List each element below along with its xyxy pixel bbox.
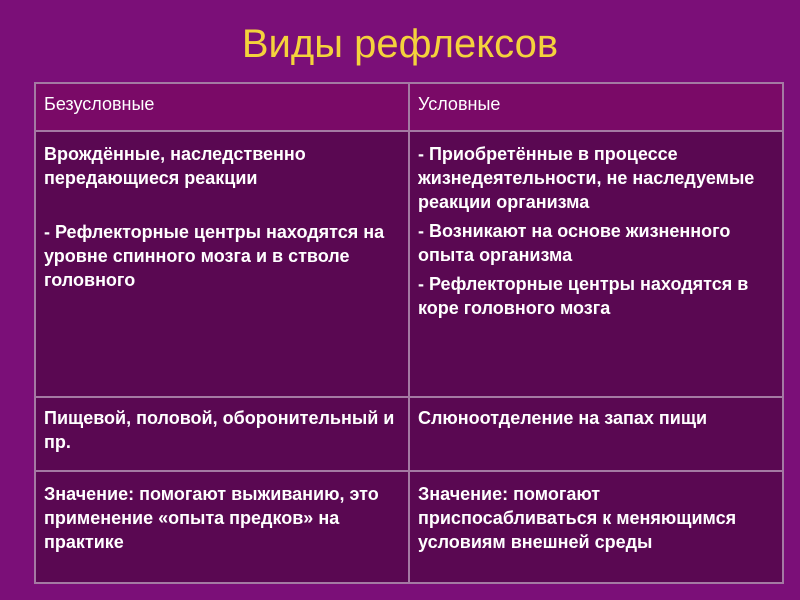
unconditioned-definition-text: Врождённые, наследственно передающиеся реакции: [44, 144, 306, 188]
header-conditioned: Условные: [410, 84, 782, 130]
header-unconditioned: Безусловные: [36, 84, 410, 130]
conditioned-origin-text: - Возникают на основе жизненного опыта организма: [418, 221, 731, 265]
conditioned-significance: Значение: помогают приспосабливаться к меняющимся условиям внешней среды: [410, 472, 782, 582]
unconditioned-significance: Значение: помогают выживанию, это применение «опыта предков» на практике: [36, 472, 410, 582]
conditioned-examples: Слюноотделение на запах пищи: [410, 398, 782, 470]
conditioned-definition-text: - Приобретённые в процессе жизнедеятельности, не наследуемые реакции организма: [418, 144, 755, 212]
conditioned-centers-text: - Рефлекторные центры находятся в коре головного мозга: [418, 274, 749, 318]
unconditioned-definition-cell: [36, 132, 410, 396]
unconditioned-centers-text: - Рефлекторные центры находятся на уровне спинного мозга и в стволе головного: [44, 222, 385, 290]
slide-title: Виды рефлексов: [241, 22, 559, 66]
table-row-examples: [36, 398, 782, 472]
table-row-definition: [36, 132, 782, 398]
table-header-row: [36, 84, 782, 132]
reflex-comparison-table: [34, 82, 784, 584]
conditioned-definition-cell: [410, 132, 782, 396]
unconditioned-examples: Пищевой, половой, оборонительный и пр.: [36, 398, 410, 470]
table-row-significance: [36, 472, 782, 582]
